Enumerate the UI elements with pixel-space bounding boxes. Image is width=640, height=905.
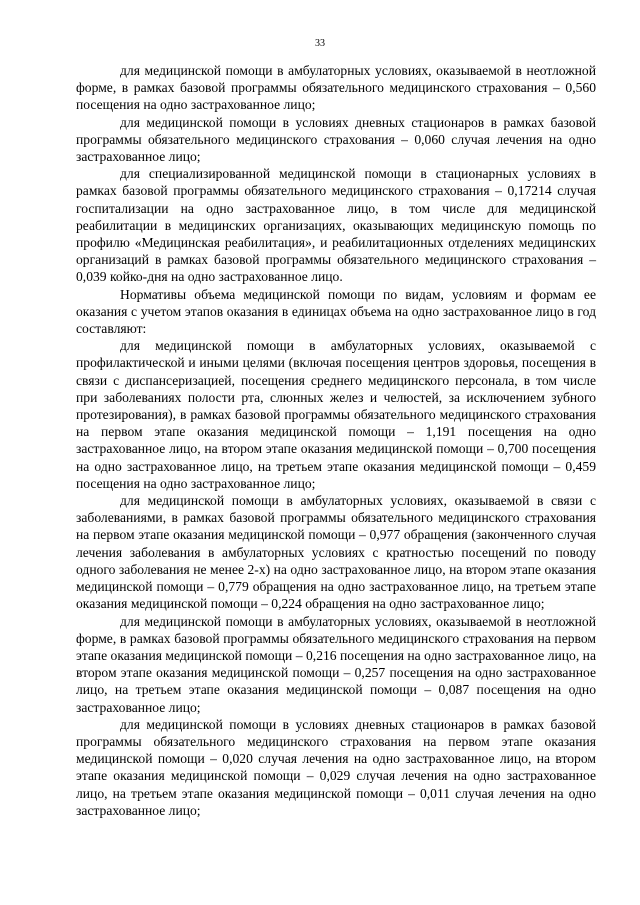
paragraph-preventive-visits-stages: для медицинской помощи в амбулаторных условиях, оказываемой с профилактической и иными целями (включая посещения центров здоровья, посещения в связи с диспансеризацией, посещения среднего медицинского персонала, в том числе при заболеваниях полости рта, слюнных желез и челюстей, за исключением зубного протезирования), в рамках базовой программы обязательного медицинского страхования на первом этапе оказания медицинской помощи – 1,191 посещения на одно застрахованное лицо, на втором этапе оказания медицинской помощи – 0,700 посещения на одно застрахованное лицо, на третьем этапе оказания медицинской помощи – 0,459 посещения на одно застрахованное лицо; [76, 338, 596, 491]
paragraph-emergency-outpatient: для медицинской помощи в амбулаторных условиях, оказываемой в неотложной форме, в рамках базовой программы обязательного медицинского страхования – 0,560 посещения на одно застрахованное лицо; [76, 63, 596, 113]
paragraph-emergency-outpatient-stages: для медицинской помощи в амбулаторных условиях, оказываемой в неотложной форме, в рамках базовой программы обязательного медицинского страхования на первом этапе оказания медицинской помощи – 0,216 посещения на одно застрахованное лицо, на втором этапе оказания медицинской помощи – 0,257 посещения на одно застрахованное лицо, на третьем этапе оказания медицинской помощи – 0,087 посещения на одно застрахованное лицо; [76, 613, 596, 715]
paragraph-disease-visits-stages: для медицинской помощи в амбулаторных условиях, оказываемой в связи с заболеваниями, в рамках базовой программы обязательного медицинского страхования на первом этапе оказания медицинской помощи – 0,977 обращения (законченного случая лечения заболевания в амбулаторных условиях с кратностью посещений по поводу одного заболевания не менее 2-х) на одно застрахованное лицо, на втором этапе оказания медицинской помощи – 0,779 обращения на одно застрахованное лицо, на третьем этапе оказания медицинской помощи – 0,224 обращения на одно застрахованное лицо; [76, 493, 596, 612]
paragraph-inpatient-specialized: для специализированной медицинской помощи в стационарных условиях в рамках базовой программы обязательного медицинского страхования – 0,17214 случая госпитализации на одно застрахованное лицо, в том числе для медицинской реабилитации в медицинских организациях, оказывающих медицинскую помощь по профилю «Медицинская реабилитация», и реабилитационных отделениях медицинских организаций в рамках базовой программы обязательного медицинского страхования – 0,039 койко-дня на одно застрахованное лицо. [76, 166, 596, 285]
paragraph-day-hospital-stages: для медицинской помощи в условиях дневных стационаров в рамках базовой программы обязательного медицинского страхования на первом этапе оказания медицинской помощи – 0,020 случая лечения на одно застрахованное лицо, на втором этапе оказания медицинской помощи – 0,029 случая лечения на одно застрахованное лицо, на третьем этапе оказания медицинской помощи – 0,011 случая лечения на одно застрахованное лицо; [76, 716, 596, 818]
paragraph-norms-intro: Нормативы объема медицинской помощи по видам, условиям и формам ее оказания с учетом этапов оказания в единицах объема на одно застрахованное лицо в год составляют: [76, 286, 596, 337]
page-number: 33 [315, 38, 325, 49]
document-body [76, 62, 596, 819]
paragraph-day-hospital: для медицинской помощи в условиях дневных стационаров в рамках базовой программы обязательного медицинского страхования – 0,060 случая лечения на одно застрахованное лицо; [76, 114, 596, 165]
